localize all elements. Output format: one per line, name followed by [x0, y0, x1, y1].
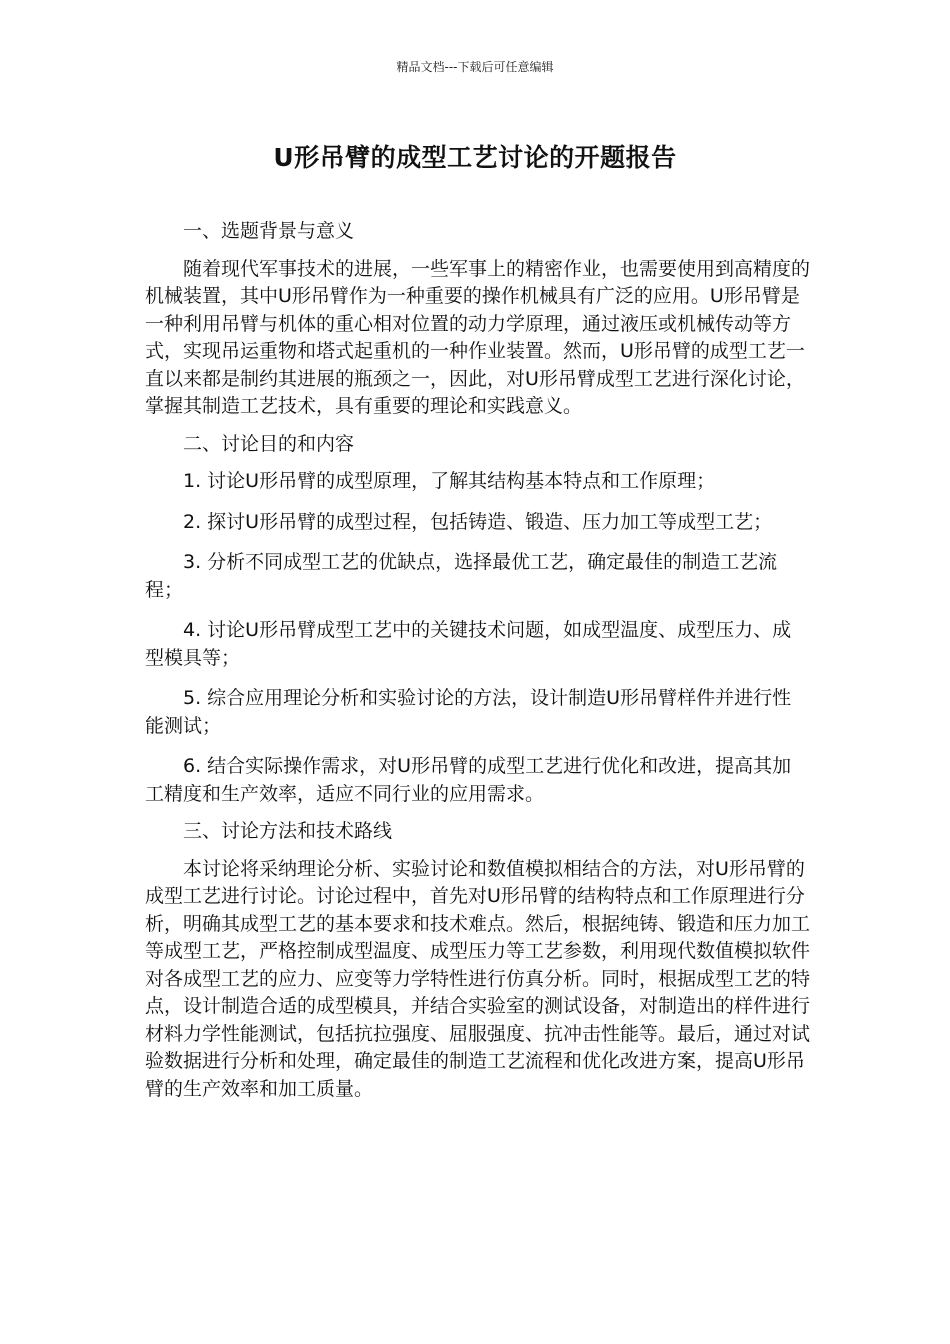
list-item: 4. 讨论U形吊臂成型工艺中的关键技术问题，如成型温度、成型压力、成型模具等；	[145, 619, 792, 669]
list-item: 2. 探讨U形吊臂的成型过程，包括铸造、锻造、压力加工等成型工艺；	[183, 510, 773, 533]
paragraph: 随着现代军事技术的进展，一些军事上的精密作业，也需要使用到高精度的机械装置，其中U形吊臂作为一种重要的操作机械具有广泛的应用。U形吊臂是一种利用吊臂与机体的重心相对位置的动力学原理，通过液压或机械传动等方式，实现吊运重物和塔式起重机的一种作业装置。然而，U形吊臂的成型工艺一直以来都是制约其进展的瓶颈之一，因此，对U形吊臂成型工艺进行深化讨论，掌握其制造工艺技术，具有重要的理论和实践意义。	[145, 257, 811, 417]
page-header: 精品文档---下载后可任意编辑	[396, 60, 554, 74]
section-heading: 二、讨论目的和内容	[183, 432, 355, 455]
section-heading: 一、选题背景与意义	[183, 220, 355, 242]
list-item: 3. 分析不同成型工艺的优缺点，选择最优工艺，确定最佳的制造工艺流程；	[145, 551, 778, 601]
list-item: 1. 讨论U形吊臂的成型原理，了解其结构基本特点和工作原理；	[183, 470, 716, 492]
paragraph: 本讨论将采纳理论分析、实验讨论和数值模拟相结合的方法，对U形吊臂的成型工艺进行讨论。讨论过程中，首先对U形吊臂的结构特点和工作原理进行分析，明确其成型工艺的基本要求和技术难点。然后，根据纯铸、锻造和压力加工等成型工艺，严格控制成型温度、成型压力等工艺参数，利用现代数值模拟软件对各成型工艺的应力、应变等力学特性进行仿真分析。同时，根据成型工艺的特点，设计制造合适的成型模具，并结合实验室的测试设备，对制造出的样件进行材料力学性能测试，包括抗拉强度、屈服强度、抗冲击性能等。最后，通过对试验数据进行分析和处理，确定最佳的制造工艺流程和优化改进方案，提高U形吊臂的生产效率和加工质量。	[145, 857, 811, 1100]
section-heading: 三、讨论方法和技术路线	[183, 820, 393, 842]
list-item: 5. 综合应用理论分析和实验讨论的方法，设计制造U形吊臂样件并进行性能测试；	[145, 687, 792, 737]
document-body	[145, 218, 810, 1103]
document-title: U形吊臂的成型工艺讨论的开题报告	[273, 143, 677, 172]
list-item: 6. 结合实际操作需求，对U形吊臂的成型工艺进行优化和改进，提高其加工精度和生产效率，适应不同行业的应用需求。	[145, 755, 792, 805]
